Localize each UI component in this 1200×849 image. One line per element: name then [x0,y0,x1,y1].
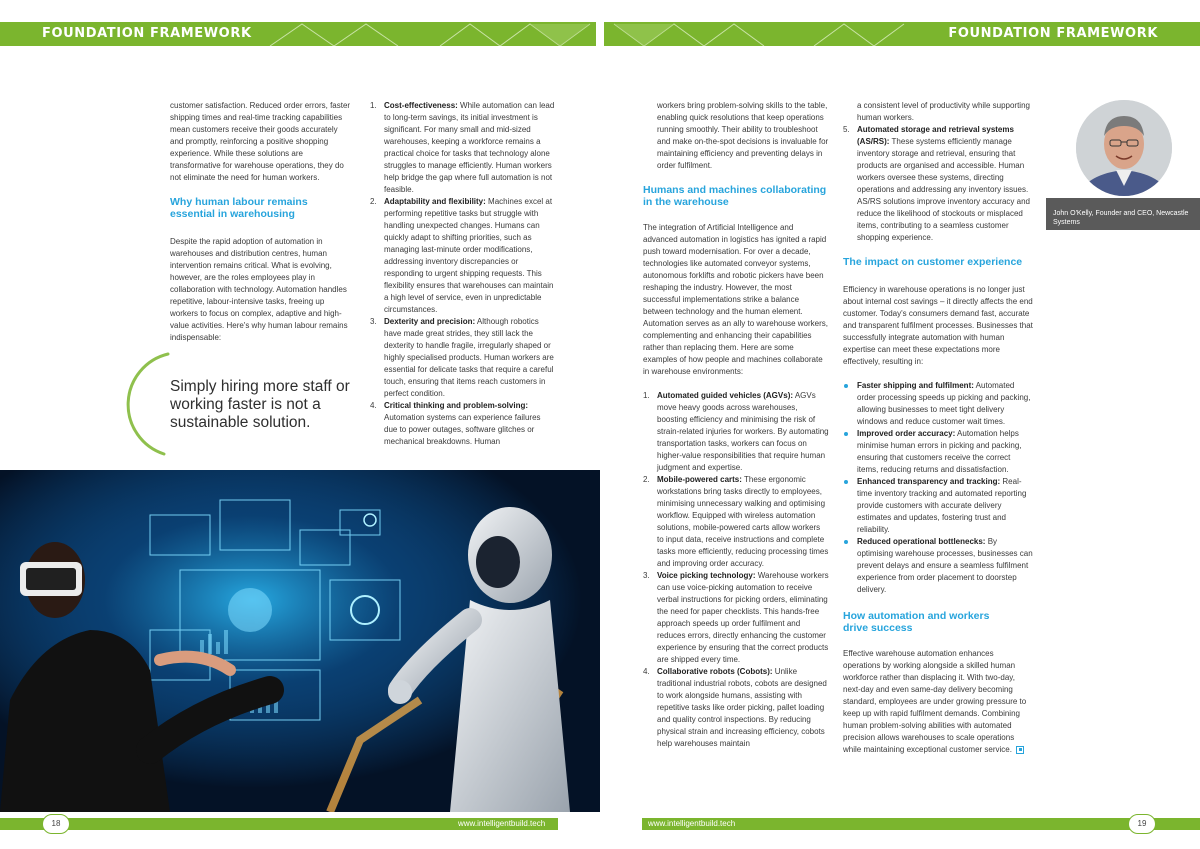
col1-heading: Why human labour remains essential in warehousing [170,196,308,220]
col4-heading-impact: The impact on customer experience [843,256,1023,268]
list-item: 4. Critical thinking and problem-solving: Automation systems can experience failures due to power outages, software glitches or mechanical breakdowns. Human [370,401,541,446]
page-number-left: 18 [42,814,70,834]
column-2 [370,100,556,448]
footer-url-left[interactable]: www.intelligentbuild.tech [458,819,546,828]
list-item: Enhanced transparency and tracking: Real-time inventory tracking and automated reporting provide customers with accurate delivery estimates and updates, fostering trust and reliability. [843,476,1033,536]
header-banner-right [604,22,1200,46]
list-item: 4. Collaborative robots (Cobots): Unlike traditional industrial robots, cobots are designed to work alongside humans, assisting with repetitive tasks like order picking, pallet loading and quality control inspections. By reducing physical strain and increasing efficiency, cobots help warehouses maintain [643,667,827,748]
col1-body: Despite the rapid adoption of automation in warehouses and distribution centres, human intervention remains critical. What is evolving, however, are the roles employees play in collaboration with technology. Automation handles repetitive, labour-intensive tasks, freeing up workers to focus on complex, adaptive and high-value activities. Here's why human labour remains indispensable: [170,237,348,342]
col3-intro: workers bring problem-solving skills to the table, enabling quick resolutions that keep operations running smoothly. Their ability to troubleshoot and make on-the-spot decisions is invaluable for maintaining efficiency and preventing delays in order fulfilment. [657,101,829,170]
banner-title-left: FOUNDATION FRAMEWORK [42,26,252,41]
list-item: 2. Adaptability and flexibility: Machines excel at performing repetitive tasks but struggle with handling unexpected changes. Humans can quickly adapt to shifting priorities, such as managing last-minute order modifications, addressing inventory discrepancies or responding to urgent shipping requests. This flexibility ensures that warehouses can maintain a high level of service, even in unpredictable circumstances. [370,197,554,314]
list-item: 1. Automated guided vehicles (AGVs): AGVs move heavy goods across warehouses, boosting efficiency and minimising the risk of strain-related injuries for workers. By automating transportation tasks, workers can focus on higher-value responsibilities that require human judgment and expertise. [643,391,829,472]
column-4 [843,100,1033,768]
list-item: 3. Voice picking technology: Warehouse workers can use voice-picking automation to receive verbal instructions for picking orders, eliminating the need for paper checklists. This hands-free approach speeds up order fulfilment and reduces errors, directly enhancing the customer experience by ensuring that the correct products are shipped every time. [643,571,829,664]
col4-heading-success: How automation and workers drive success [843,610,990,634]
list-item: 3. Dexterity and precision: Although robotics have made great strides, they still lack the dexterity to handle fragile, irregularly shaped or highly specialised products. Human workers are essential for delicate tasks that require a careful touch, ensuring that items reach customers in perfect condition. [370,317,554,398]
column-1 [170,100,352,356]
col4-bullets [843,380,1033,596]
col4-body-success: Effective warehouse automation enhances operations by working alongside a skilled human workforce rather than displacing it. With two-day, next-day and even same-day delivery becoming standard, employees are under growing pressure to keep up with rapid fulfilment demands. Combining human problem-solving abilities with automated precision allows warehouses to scale operations while maintaining exceptional customer service. [843,649,1027,754]
list-item: 1. Cost-effectiveness: While automation can lead to long-term savings, its initial investment is significant. For many small and mid-sized warehouses, keeping a workforce remains a practical choice for tasks that technology alone struggles to manage efficiently. Human workers help bridge the gap where full automation is not feasible. [370,101,555,194]
banner-title-right: FOUNDATION FRAMEWORK [948,26,1158,41]
list-item: Reduced operational bottlenecks: By optimising warehouse processes, businesses can prevent delays and ensure a seamless fulfilment experience from order placement to doorstep delivery. [843,536,1033,596]
list-item: 5. Automated storage and retrieval systems (AS/RS): These systems efficiently manage inventory storage and retrieval, ensuring that products are organised and accessible. Human workers oversee these systems, directing operations and addressing any inventory issues. AS/RS solutions improve inventory accuracy and reduce the likelihood of stockouts or misplaced items, contributing to a seamless customer shopping experience. [843,125,1030,242]
end-mark-icon [1016,746,1024,754]
hero-image [0,470,600,812]
pull-quote: Simply hiring more staff or working faster is not a sustainable solution. [170,378,350,431]
col1-intro: customer satisfaction. Reduced order errors, faster shipping times and real-time tracking capabilities mean customers receive their goods accurately and promptly, reinforcing a positive shopping experience. While these solutions are transformative for warehouse operations, they do not eliminate the need for human workers. [170,101,351,182]
col3-heading: Humans and machines collaborating in the warehouse [643,184,827,208]
col4-intro: a consistent level of productivity while supporting human workers. [857,101,1030,122]
list-item: 2. Mobile-powered carts: These ergonomic workstations bring tasks directly to employees, minimising unnecessary walking and optimising workflow. Equipped with wireless automation solutions, mobile-powered carts allow workers to input data, receive instructions and complete tasks more efficiently, reducing processing times and improving order accuracy. [643,475,829,568]
page-number-right: 19 [1128,814,1156,834]
header-banner-left [0,22,596,46]
col3-body: The integration of Artificial Intelligence and advanced automation in logistics has ignited a rapid push toward modernisation. For over a decade, technologies like automated conveyor systems, autonomous forklifts and robotic pickers have been reshaping the industry. However, the most successful implementations strike a balance between technology and the human element. Automation serves as an ally to warehouse workers, complementing and enhancing their capabilities rather than replacing them. Here are some examples of how people and machines collaborate in warehouse environments: [643,223,828,376]
col3-list [643,390,829,750]
portrait-caption: John O'Kelly, Founder and CEO, Newcastle Systems [1046,198,1200,230]
footer-url-right[interactable]: www.intelligentbuild.tech [648,819,736,828]
list-item: Faster shipping and fulfilment: Automated order processing speeds up picking and packing, allowing businesses to meet tight delivery windows and reduce customer wait times. [843,380,1033,428]
col4-body-impact: Efficiency in warehouse operations is no longer just about internal cost savings – it directly affects the end customer. Today's consumers demand fast, accurate and transparent fulfilment processes. Businesses that successfully integrate automation with human expertise can meet these expectations more effectively, resulting in: [843,285,1033,366]
column-3 [643,100,829,750]
col4-list [843,124,1033,244]
list-item: Improved order accuracy: Automation helps minimise human errors in picking and packing, ensuring that customers receive the correct items, reducing returns and dissatisfaction. [843,428,1033,476]
col2-list [370,100,556,448]
portrait-photo [1046,96,1200,198]
